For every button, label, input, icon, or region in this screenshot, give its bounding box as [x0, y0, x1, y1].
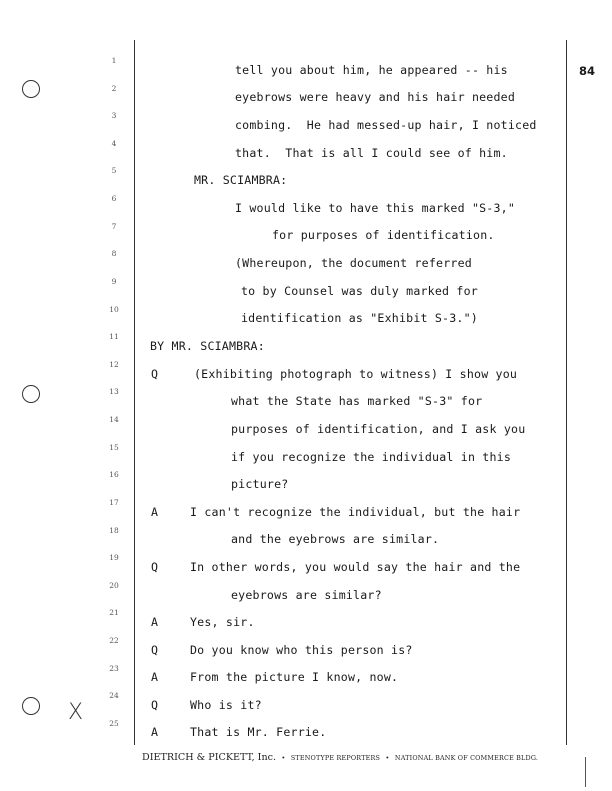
qa-label: Q: [151, 560, 159, 574]
footer-separator: •: [385, 754, 390, 762]
transcript-line: combing. He had messed-up hair, I noticed: [235, 118, 537, 132]
transcript-line: That is Mr. Ferrie.: [190, 725, 327, 739]
qa-label: Q: [151, 367, 159, 381]
transcript-line: eyebrows were heavy and his hair needed: [235, 90, 516, 104]
parenthetical-line: to by Counsel was duly marked for: [241, 284, 478, 298]
transcript-line: In other words, you would say the hair and the: [190, 560, 521, 574]
right-margin-rule: [566, 40, 567, 745]
parenthetical-line: (Whereupon, the document referred: [235, 256, 472, 270]
transcript-line: I can't recognize the individual, but the hair: [190, 505, 521, 519]
line-number: 24: [109, 691, 119, 700]
page-number: 84: [579, 64, 596, 78]
line-number: 12: [109, 360, 119, 369]
transcript-line: what the State has marked "S-3" for: [231, 394, 483, 408]
transcript-line: tell you about him, he appeared -- his: [235, 63, 508, 77]
footer-separator: •: [281, 754, 286, 762]
line-number: 23: [109, 664, 119, 673]
footer-firm: DIETRICH & PICKETT, Inc.: [142, 752, 277, 763]
corner-rule: [585, 757, 586, 787]
transcript-line: Who is it?: [190, 698, 262, 712]
qa-label: Q: [151, 698, 159, 712]
line-number: 19: [109, 553, 119, 562]
line-number: 11: [109, 332, 119, 341]
line-number: 14: [109, 415, 119, 424]
transcript-line: if you recognize the individual in this: [231, 450, 512, 464]
line-number: 6: [111, 194, 117, 203]
line-number: 21: [109, 608, 119, 617]
line-number: 7: [111, 222, 117, 231]
margin-x-mark: X: [68, 700, 84, 725]
reporter-footer: [142, 752, 562, 763]
line-number: 17: [109, 498, 119, 507]
footer-address: NATIONAL BANK OF COMMERCE BLDG.: [394, 754, 539, 762]
transcript-line: for purposes of identification.: [272, 228, 495, 242]
transcript-line: eyebrows are similar?: [231, 588, 382, 602]
examiner-heading: BY MR. SCIAMBRA:: [150, 339, 265, 353]
line-number: 18: [109, 526, 119, 535]
punch-hole: [22, 80, 40, 98]
line-number: 25: [109, 719, 119, 728]
line-number: 1: [111, 56, 117, 65]
line-number: 8: [111, 249, 117, 258]
line-number: 2: [111, 84, 117, 93]
transcript-line: that. That is all I could see of him.: [235, 146, 508, 160]
qa-label: A: [151, 505, 159, 519]
punch-hole: [22, 697, 40, 715]
qa-label: A: [151, 615, 159, 629]
transcript-line: purposes of identification, and I ask you: [231, 422, 526, 436]
line-number: 20: [109, 581, 119, 590]
punch-hole: [22, 385, 40, 403]
transcript-line: I would like to have this marked "S-3,": [235, 201, 516, 215]
transcript-line: and the eyebrows are similar.: [231, 532, 440, 546]
transcript-line: picture?: [231, 477, 289, 491]
line-number: 16: [109, 470, 119, 479]
line-number: 10: [109, 305, 119, 314]
line-number: 9: [111, 277, 117, 286]
transcript-line: Yes, sir.: [190, 615, 255, 629]
footer-service: STENOTYPE REPORTERS: [290, 754, 381, 762]
left-margin-rule: [134, 40, 135, 745]
qa-label: A: [151, 725, 159, 739]
qa-label: Q: [151, 643, 159, 657]
qa-label: A: [151, 670, 159, 684]
transcript-line: (Exhibiting photograph to witness) I show you: [194, 367, 518, 381]
speaker-heading: MR. SCIAMBRA:: [194, 173, 288, 187]
line-number: 5: [111, 166, 117, 175]
line-number: 3: [111, 111, 117, 120]
line-number: 13: [109, 387, 119, 396]
transcript-line: Do you know who this person is?: [190, 643, 413, 657]
transcript-line: From the picture I know, now.: [190, 670, 399, 684]
line-number: 22: [109, 636, 119, 645]
line-number: 4: [111, 139, 117, 148]
line-number: 15: [109, 443, 119, 452]
parenthetical-line: identification as "Exhibit S-3."): [241, 311, 478, 325]
